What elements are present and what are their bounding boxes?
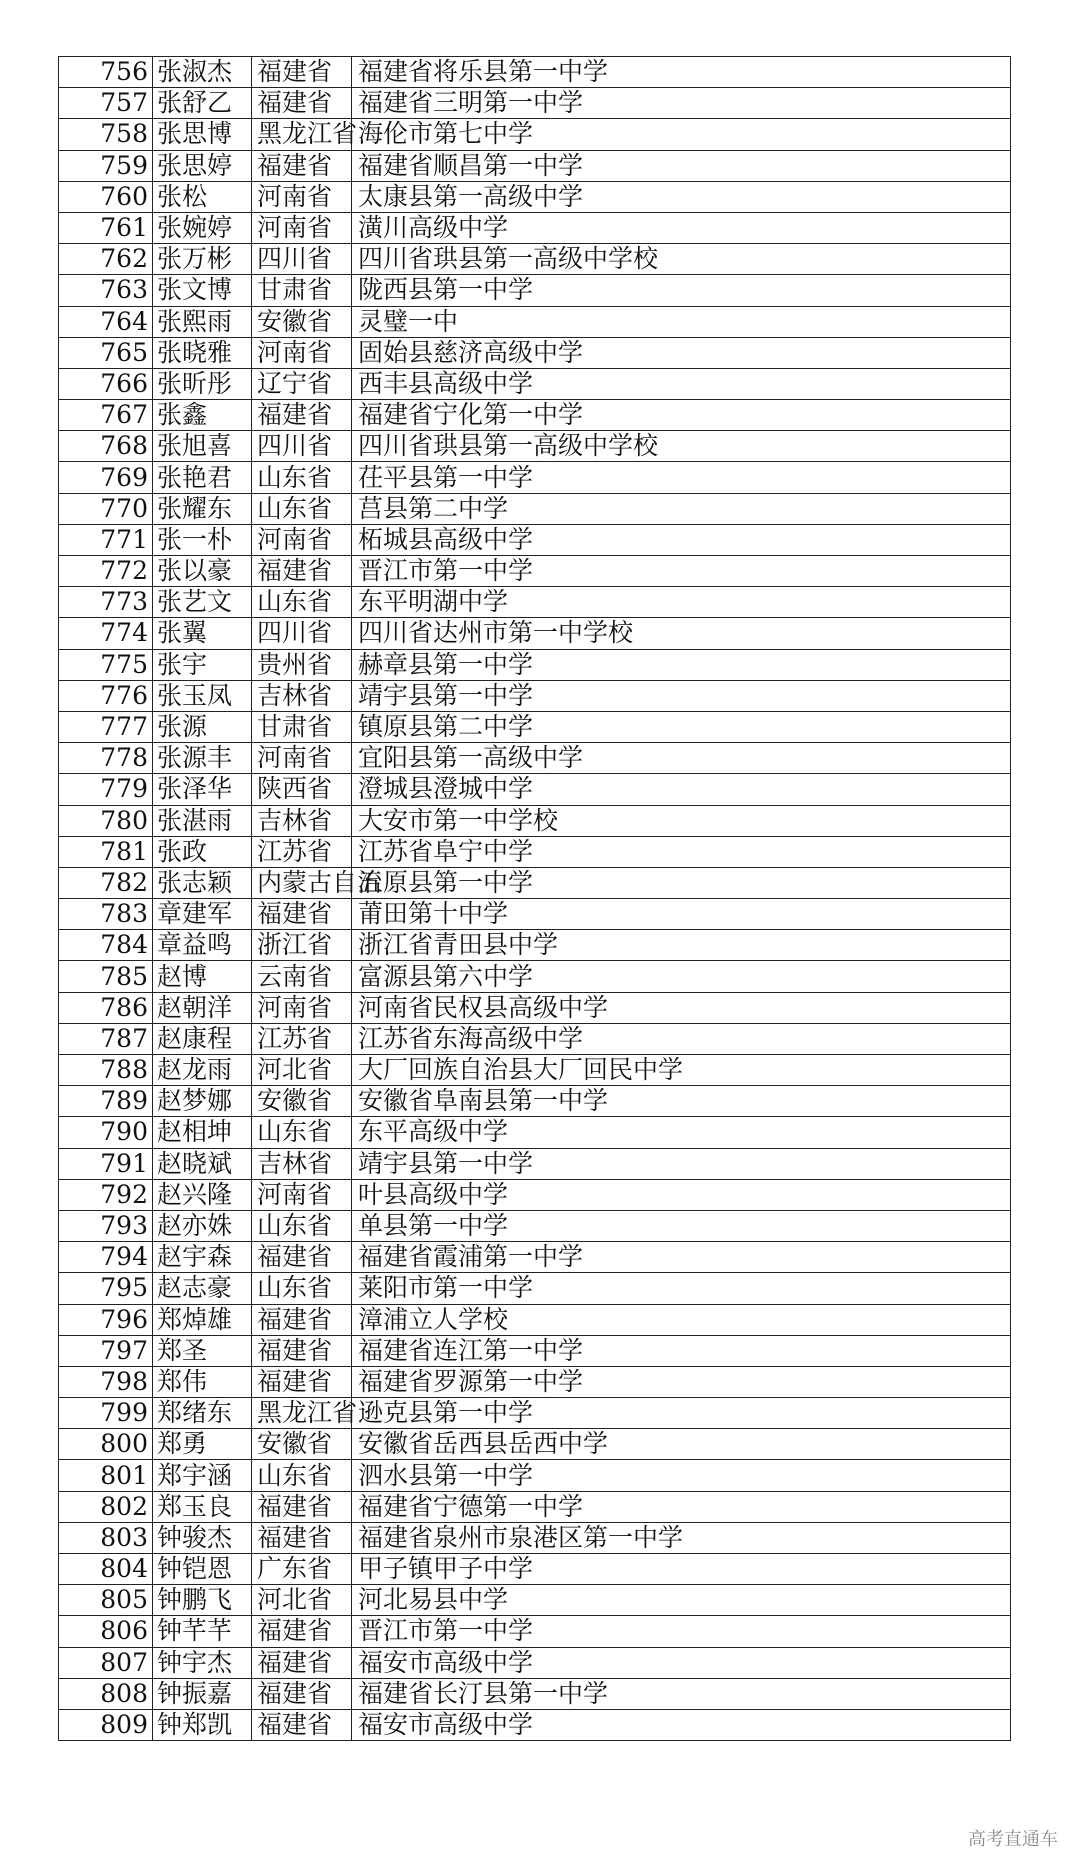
province-cell: 四川省	[252, 618, 352, 649]
row-number-cell: 800	[59, 1429, 153, 1460]
row-number-cell: 807	[59, 1647, 153, 1678]
row-number-cell: 769	[59, 462, 153, 493]
student-name-cell: 张思博	[153, 119, 252, 150]
row-number-cell: 808	[59, 1678, 153, 1709]
row-number-cell: 774	[59, 618, 153, 649]
province-cell: 福建省	[252, 88, 352, 119]
row-number-cell: 759	[59, 150, 153, 181]
row-number-cell: 798	[59, 1366, 153, 1397]
student-name-cell: 钟芊芊	[153, 1616, 252, 1647]
row-number-cell: 771	[59, 524, 153, 555]
student-name-cell: 张晓雅	[153, 337, 252, 368]
province-cell: 安徽省	[252, 1429, 352, 1460]
school-cell: 东平明湖中学	[352, 587, 1011, 618]
row-number-cell: 796	[59, 1304, 153, 1335]
province-cell: 福建省	[252, 1242, 352, 1273]
province-cell: 福建省	[252, 1709, 352, 1740]
row-number-cell: 764	[59, 306, 153, 337]
province-cell: 河南省	[252, 524, 352, 555]
row-number-cell: 789	[59, 1086, 153, 1117]
school-cell: 五原县第一中学	[352, 867, 1011, 898]
row-number-cell: 768	[59, 431, 153, 462]
school-cell: 江苏省东海高级中学	[352, 1023, 1011, 1054]
watermark-text: 高考直通车	[968, 1829, 1058, 1850]
province-cell: 福建省	[252, 150, 352, 181]
province-cell: 山东省	[252, 587, 352, 618]
table-row	[59, 119, 1011, 150]
province-cell: 江苏省	[252, 836, 352, 867]
school-cell: 浙江省青田县中学	[352, 930, 1011, 961]
student-name-cell: 郑圣	[153, 1335, 252, 1366]
province-cell: 山东省	[252, 1210, 352, 1241]
student-name-cell: 钟振嘉	[153, 1678, 252, 1709]
school-cell: 四川省珙县第一高级中学校	[352, 244, 1011, 275]
province-cell: 河南省	[252, 1179, 352, 1210]
table-row	[59, 493, 1011, 524]
student-name-cell: 赵晓斌	[153, 1148, 252, 1179]
row-number-cell: 770	[59, 493, 153, 524]
table-row	[59, 1242, 1011, 1273]
table-row	[59, 57, 1011, 88]
table-row	[59, 556, 1011, 587]
province-cell: 河北省	[252, 1055, 352, 1086]
student-name-cell: 张熙雨	[153, 306, 252, 337]
table-row	[59, 1273, 1011, 1304]
table-row	[59, 867, 1011, 898]
school-cell: 茌平县第一中学	[352, 462, 1011, 493]
student-name-cell: 赵兴隆	[153, 1179, 252, 1210]
school-cell: 福建省泉州市泉港区第一中学	[352, 1522, 1011, 1553]
row-number-cell: 793	[59, 1210, 153, 1241]
student-name-cell: 赵相坤	[153, 1117, 252, 1148]
school-cell: 富源县第六中学	[352, 961, 1011, 992]
student-name-cell: 张思婷	[153, 150, 252, 181]
school-cell: 福建省三明第一中学	[352, 88, 1011, 119]
row-number-cell: 779	[59, 774, 153, 805]
row-number-cell: 794	[59, 1242, 153, 1273]
province-cell: 内蒙古自治	[252, 867, 352, 898]
row-number-cell: 765	[59, 337, 153, 368]
row-number-cell: 772	[59, 556, 153, 587]
table-row	[59, 306, 1011, 337]
province-cell: 福建省	[252, 1616, 352, 1647]
province-cell: 福建省	[252, 1491, 352, 1522]
school-cell: 福建省连江第一中学	[352, 1335, 1011, 1366]
student-name-cell: 张文博	[153, 275, 252, 306]
table-row	[59, 1429, 1011, 1460]
row-number-cell: 776	[59, 680, 153, 711]
province-cell: 贵州省	[252, 649, 352, 680]
province-cell: 辽宁省	[252, 368, 352, 399]
school-cell: 甲子镇甲子中学	[352, 1554, 1011, 1585]
province-cell: 甘肃省	[252, 711, 352, 742]
student-name-cell: 赵博	[153, 961, 252, 992]
row-number-cell: 803	[59, 1522, 153, 1553]
row-number-cell: 780	[59, 805, 153, 836]
table-row	[59, 212, 1011, 243]
table-row	[59, 1647, 1011, 1678]
school-cell: 晋江市第一中学	[352, 1616, 1011, 1647]
student-name-cell: 张舒乙	[153, 88, 252, 119]
row-number-cell: 805	[59, 1585, 153, 1616]
province-cell: 云南省	[252, 961, 352, 992]
province-cell: 甘肃省	[252, 275, 352, 306]
school-cell: 福建省罗源第一中学	[352, 1366, 1011, 1397]
province-cell: 河南省	[252, 992, 352, 1023]
row-number-cell: 760	[59, 181, 153, 212]
table-row	[59, 1210, 1011, 1241]
table-row	[59, 431, 1011, 462]
province-cell: 福建省	[252, 1366, 352, 1397]
table-row	[59, 181, 1011, 212]
province-cell: 吉林省	[252, 1148, 352, 1179]
school-cell: 江苏省阜宁中学	[352, 836, 1011, 867]
student-name-cell: 郑绪东	[153, 1398, 252, 1429]
table-row	[59, 244, 1011, 275]
province-cell: 河南省	[252, 212, 352, 243]
table-row	[59, 1179, 1011, 1210]
row-number-cell: 787	[59, 1023, 153, 1054]
table-row	[59, 337, 1011, 368]
table-row	[59, 587, 1011, 618]
student-name-cell: 赵梦娜	[153, 1086, 252, 1117]
student-name-cell: 张淑杰	[153, 57, 252, 88]
province-cell: 河南省	[252, 181, 352, 212]
table-row	[59, 368, 1011, 399]
student-name-cell: 郑勇	[153, 1429, 252, 1460]
row-number-cell: 791	[59, 1148, 153, 1179]
table-row	[59, 1460, 1011, 1491]
row-number-cell: 775	[59, 649, 153, 680]
table-row	[59, 1585, 1011, 1616]
school-cell: 四川省珙县第一高级中学校	[352, 431, 1011, 462]
table-row	[59, 774, 1011, 805]
school-cell: 莱阳市第一中学	[352, 1273, 1011, 1304]
province-cell: 福建省	[252, 1335, 352, 1366]
student-list-table	[58, 56, 1011, 1741]
student-name-cell: 钟骏杰	[153, 1522, 252, 1553]
row-number-cell: 797	[59, 1335, 153, 1366]
row-number-cell: 758	[59, 119, 153, 150]
row-number-cell: 783	[59, 899, 153, 930]
school-cell: 安徽省阜南县第一中学	[352, 1086, 1011, 1117]
school-cell: 福安市高级中学	[352, 1647, 1011, 1678]
row-number-cell: 782	[59, 867, 153, 898]
school-cell: 莒县第二中学	[352, 493, 1011, 524]
table-row	[59, 711, 1011, 742]
row-number-cell: 773	[59, 587, 153, 618]
student-name-cell: 张耀东	[153, 493, 252, 524]
student-name-cell: 张玉凤	[153, 680, 252, 711]
school-cell: 四川省达州市第一中学校	[352, 618, 1011, 649]
province-cell: 山东省	[252, 462, 352, 493]
row-number-cell: 790	[59, 1117, 153, 1148]
table-row	[59, 618, 1011, 649]
table-row	[59, 1148, 1011, 1179]
province-cell: 浙江省	[252, 930, 352, 961]
province-cell: 陕西省	[252, 774, 352, 805]
table-row	[59, 88, 1011, 119]
school-cell: 宜阳县第一高级中学	[352, 743, 1011, 774]
province-cell: 福建省	[252, 1678, 352, 1709]
row-number-cell: 777	[59, 711, 153, 742]
row-number-cell: 786	[59, 992, 153, 1023]
student-name-cell: 赵宇森	[153, 1242, 252, 1273]
table-row	[59, 1023, 1011, 1054]
student-name-cell: 郑玉良	[153, 1491, 252, 1522]
school-cell: 大厂回族自治县大厂回民中学	[352, 1055, 1011, 1086]
school-cell: 漳浦立人学校	[352, 1304, 1011, 1335]
province-cell: 河南省	[252, 743, 352, 774]
table-row	[59, 1304, 1011, 1335]
school-cell: 福建省霞浦第一中学	[352, 1242, 1011, 1273]
row-number-cell: 778	[59, 743, 153, 774]
student-name-cell: 张源	[153, 711, 252, 742]
row-number-cell: 756	[59, 57, 153, 88]
school-cell: 赫章县第一中学	[352, 649, 1011, 680]
school-cell: 海伦市第七中学	[352, 119, 1011, 150]
school-cell: 福建省顺昌第一中学	[352, 150, 1011, 181]
student-name-cell: 张泽华	[153, 774, 252, 805]
table-row	[59, 680, 1011, 711]
province-cell: 福建省	[252, 1522, 352, 1553]
row-number-cell: 766	[59, 368, 153, 399]
table-row	[59, 1522, 1011, 1553]
school-cell: 泗水县第一中学	[352, 1460, 1011, 1491]
school-cell: 晋江市第一中学	[352, 556, 1011, 587]
student-name-cell: 赵龙雨	[153, 1055, 252, 1086]
student-name-cell: 赵朝洋	[153, 992, 252, 1023]
table-body	[59, 57, 1011, 1741]
school-cell: 镇原县第二中学	[352, 711, 1011, 742]
table-row	[59, 1117, 1011, 1148]
table-row	[59, 1335, 1011, 1366]
student-name-cell: 郑焯雄	[153, 1304, 252, 1335]
row-number-cell: 767	[59, 400, 153, 431]
province-cell: 福建省	[252, 57, 352, 88]
student-name-cell: 张松	[153, 181, 252, 212]
table-row	[59, 1366, 1011, 1397]
table-row	[59, 1398, 1011, 1429]
province-cell: 福建省	[252, 1647, 352, 1678]
table-row	[59, 275, 1011, 306]
row-number-cell: 795	[59, 1273, 153, 1304]
student-name-cell: 章益鸣	[153, 930, 252, 961]
school-cell: 单县第一中学	[352, 1210, 1011, 1241]
student-name-cell: 张万彬	[153, 244, 252, 275]
table-row	[59, 462, 1011, 493]
student-name-cell: 钟鹏飞	[153, 1585, 252, 1616]
table-row	[59, 899, 1011, 930]
province-cell: 吉林省	[252, 805, 352, 836]
row-number-cell: 806	[59, 1616, 153, 1647]
province-cell: 黑龙江省	[252, 1398, 352, 1429]
school-cell: 河北易县中学	[352, 1585, 1011, 1616]
table-row	[59, 805, 1011, 836]
row-number-cell: 804	[59, 1554, 153, 1585]
province-cell: 福建省	[252, 1304, 352, 1335]
school-cell: 安徽省岳西县岳西中学	[352, 1429, 1011, 1460]
student-name-cell: 张翼	[153, 618, 252, 649]
row-number-cell: 761	[59, 212, 153, 243]
student-name-cell: 张宇	[153, 649, 252, 680]
province-cell: 江苏省	[252, 1023, 352, 1054]
student-name-cell: 张志颖	[153, 867, 252, 898]
row-number-cell: 762	[59, 244, 153, 275]
school-cell: 柘城县高级中学	[352, 524, 1011, 555]
province-cell: 山东省	[252, 1460, 352, 1491]
student-name-cell: 张以豪	[153, 556, 252, 587]
student-name-cell: 郑伟	[153, 1366, 252, 1397]
province-cell: 河北省	[252, 1585, 352, 1616]
province-cell: 安徽省	[252, 1086, 352, 1117]
student-name-cell: 钟郑凯	[153, 1709, 252, 1740]
province-cell: 山东省	[252, 493, 352, 524]
school-cell: 澄城县澄城中学	[352, 774, 1011, 805]
school-cell: 河南省民权县高级中学	[352, 992, 1011, 1023]
table-row	[59, 1491, 1011, 1522]
province-cell: 山东省	[252, 1117, 352, 1148]
student-name-cell: 张一朴	[153, 524, 252, 555]
school-cell: 灵璧一中	[352, 306, 1011, 337]
student-name-cell: 张艺文	[153, 587, 252, 618]
table-row	[59, 524, 1011, 555]
row-number-cell: 785	[59, 961, 153, 992]
province-cell: 广东省	[252, 1554, 352, 1585]
school-cell: 福建省将乐县第一中学	[352, 57, 1011, 88]
school-cell: 大安市第一中学校	[352, 805, 1011, 836]
student-name-cell: 钟铠恩	[153, 1554, 252, 1585]
table-row	[59, 1055, 1011, 1086]
table-row	[59, 1616, 1011, 1647]
school-cell: 福安市高级中学	[352, 1709, 1011, 1740]
student-name-cell: 张昕彤	[153, 368, 252, 399]
table-row	[59, 649, 1011, 680]
province-cell: 河南省	[252, 337, 352, 368]
row-number-cell: 809	[59, 1709, 153, 1740]
student-name-cell: 张源丰	[153, 743, 252, 774]
school-cell: 逊克县第一中学	[352, 1398, 1011, 1429]
row-number-cell: 781	[59, 836, 153, 867]
table-row	[59, 1709, 1011, 1740]
school-cell: 叶县高级中学	[352, 1179, 1011, 1210]
province-cell: 安徽省	[252, 306, 352, 337]
row-number-cell: 792	[59, 1179, 153, 1210]
school-cell: 福建省宁德第一中学	[352, 1491, 1011, 1522]
table-row	[59, 150, 1011, 181]
table-row	[59, 1086, 1011, 1117]
student-name-cell: 张政	[153, 836, 252, 867]
school-cell: 陇西县第一中学	[352, 275, 1011, 306]
student-name-cell: 赵亦姝	[153, 1210, 252, 1241]
province-cell: 福建省	[252, 899, 352, 930]
table-row	[59, 400, 1011, 431]
province-cell: 福建省	[252, 400, 352, 431]
school-cell: 莆田第十中学	[352, 899, 1011, 930]
province-cell: 福建省	[252, 556, 352, 587]
school-cell: 潢川高级中学	[352, 212, 1011, 243]
student-name-cell: 张湛雨	[153, 805, 252, 836]
table-row	[59, 961, 1011, 992]
school-cell: 固始县慈济高级中学	[352, 337, 1011, 368]
student-name-cell: 郑宇涵	[153, 1460, 252, 1491]
student-name-cell: 赵志豪	[153, 1273, 252, 1304]
school-cell: 福建省长汀县第一中学	[352, 1678, 1011, 1709]
table-row	[59, 743, 1011, 774]
school-cell: 福建省宁化第一中学	[352, 400, 1011, 431]
student-name-cell: 赵康程	[153, 1023, 252, 1054]
school-cell: 太康县第一高级中学	[352, 181, 1011, 212]
row-number-cell: 757	[59, 88, 153, 119]
table-row	[59, 930, 1011, 961]
table-row	[59, 992, 1011, 1023]
province-cell: 黑龙江省	[252, 119, 352, 150]
table-row	[59, 1678, 1011, 1709]
school-cell: 西丰县高级中学	[352, 368, 1011, 399]
row-number-cell: 799	[59, 1398, 153, 1429]
row-number-cell: 784	[59, 930, 153, 961]
province-cell: 吉林省	[252, 680, 352, 711]
student-name-cell: 张旭喜	[153, 431, 252, 462]
student-name-cell: 张婉婷	[153, 212, 252, 243]
province-cell: 四川省	[252, 244, 352, 275]
row-number-cell: 802	[59, 1491, 153, 1522]
student-name-cell: 钟宇杰	[153, 1647, 252, 1678]
student-name-cell: 张艳君	[153, 462, 252, 493]
student-name-cell: 章建军	[153, 899, 252, 930]
row-number-cell: 763	[59, 275, 153, 306]
student-name-cell: 张鑫	[153, 400, 252, 431]
table-row	[59, 1554, 1011, 1585]
school-cell: 东平高级中学	[352, 1117, 1011, 1148]
school-cell: 靖宇县第一中学	[352, 680, 1011, 711]
table-row	[59, 836, 1011, 867]
row-number-cell: 801	[59, 1460, 153, 1491]
province-cell: 山东省	[252, 1273, 352, 1304]
school-cell: 靖宇县第一中学	[352, 1148, 1011, 1179]
province-cell: 四川省	[252, 431, 352, 462]
row-number-cell: 788	[59, 1055, 153, 1086]
